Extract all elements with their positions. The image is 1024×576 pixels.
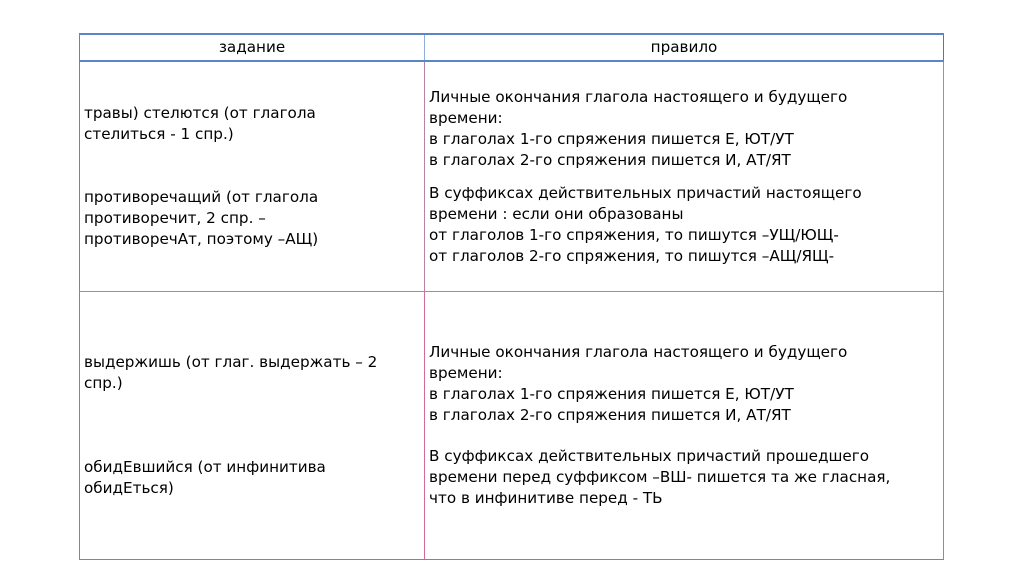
text-line: в глаголах 2-го спряжения пишется И, АТ/ЯТ xyxy=(429,150,791,169)
text-line: обидЕться) xyxy=(84,479,174,497)
spacer xyxy=(429,171,939,183)
text-line: в глаголах 2-го спряжения пишется И, АТ/ЯТ xyxy=(429,406,791,424)
text-line: обидЕвшийся (от инфинитива xyxy=(84,458,326,476)
text-line: В суффиксах действительных причастий настоящего xyxy=(429,183,862,202)
text-line: времени: xyxy=(429,364,503,382)
table-row xyxy=(80,61,944,292)
text-line: времени : если они образованы xyxy=(429,204,684,223)
text-line: в глаголах 1-го спряжения пишется Е, ЮТ/УТ xyxy=(429,129,794,148)
table-row xyxy=(80,292,944,560)
header-rule: правило xyxy=(425,34,944,61)
spacer xyxy=(429,426,939,446)
rule-text xyxy=(429,446,939,509)
spacer xyxy=(84,145,420,187)
text-line: Личные окончания глагола настоящего и будущего xyxy=(429,343,848,361)
text-line: от глаголов 1-го спряжения, то пишутся –УЩ/ЮЩ- xyxy=(429,225,839,244)
task-example xyxy=(84,352,420,394)
text-line: времени: xyxy=(429,108,503,127)
task-example xyxy=(84,187,420,250)
text-line: от глаголов 2-го спряжения, то пишутся –АЩ/ЯЩ- xyxy=(429,246,835,265)
spacer xyxy=(84,394,420,457)
task-example xyxy=(84,457,420,499)
rule-cell xyxy=(425,292,944,560)
rule-text xyxy=(429,183,939,267)
text-line: спр.) xyxy=(84,374,123,392)
task-cell xyxy=(80,292,425,560)
text-line: травы) стелются (от глагола xyxy=(84,104,316,122)
text-line: что в инфинитиве перед - ТЬ xyxy=(429,489,663,507)
task-cell xyxy=(80,61,425,292)
task-example xyxy=(84,103,420,145)
rules-table xyxy=(79,33,944,560)
header-task: задание xyxy=(80,34,425,61)
text-line: Личные окончания глагола настоящего и будущего xyxy=(429,87,848,106)
text-line: в глаголах 1-го спряжения пишется Е, ЮТ/УТ xyxy=(429,385,794,403)
rule-text xyxy=(429,87,939,171)
text-line: В суффиксах действительных причастий прошедшего xyxy=(429,447,869,465)
table-header-row xyxy=(80,34,944,61)
text-line: выдержишь (от глаг. выдержать – 2 xyxy=(84,353,378,371)
rule-text xyxy=(429,342,939,426)
text-line: противоречит, 2 спр. – xyxy=(84,209,266,227)
text-line: противоречАт, поэтому –АЩ) xyxy=(84,230,319,248)
text-line: противоречащий (от глагола xyxy=(84,188,319,206)
text-line: стелиться - 1 спр.) xyxy=(84,125,234,143)
text-line: времени перед суффиксом –ВШ- пишется та же гласная, xyxy=(429,468,891,486)
rule-cell xyxy=(425,61,944,292)
